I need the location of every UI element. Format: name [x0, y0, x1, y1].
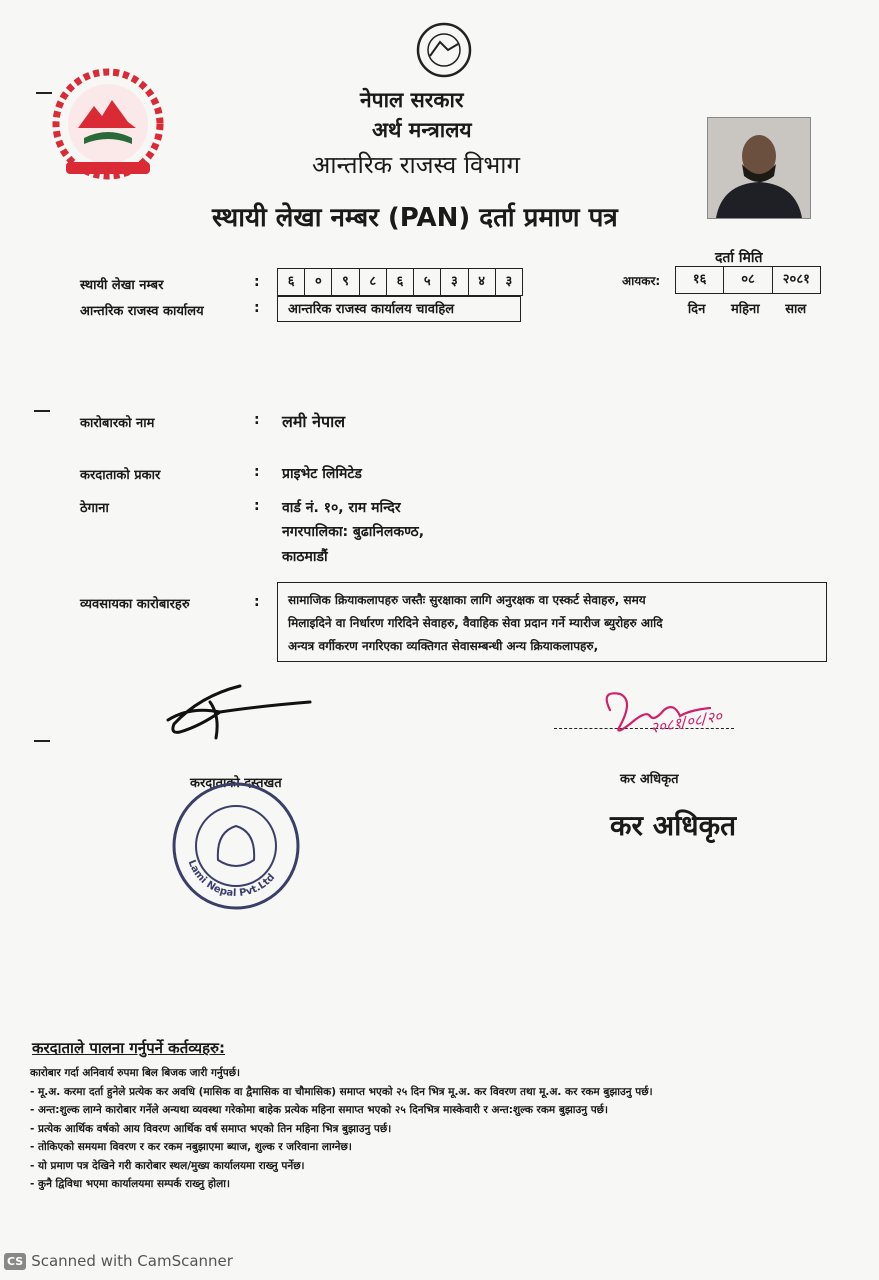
pan-digit: ९	[332, 269, 359, 295]
office-value: आन्तरिक राजस्व कार्यालय चावहिल	[277, 296, 521, 322]
margin-mark	[34, 410, 50, 412]
taxpayer-signature-label: करदाताको दस्तखत	[190, 776, 282, 791]
pan-number-grid	[277, 268, 523, 296]
duty-item: कारोबार गर्दा अनिवार्य रुपमा बिल बिजक जारी गर्नुपर्छ।	[30, 1067, 241, 1079]
activity-line: सामाजिक क्रियाकलापहरु जस्तैः सुरक्षाका लागि अनुरक्षक वा एस्कर्ट सेवाहरु, समय	[288, 593, 646, 607]
company-stamp-text: Lami Nepal Pvt.Ltd	[185, 858, 278, 900]
taxpayer-signature	[160, 676, 320, 746]
day-label: दिन	[687, 302, 706, 317]
business-activities-box	[277, 582, 827, 662]
ministry-seal	[404, 18, 484, 88]
duty-item: - प्रत्येक आर्थिक वर्षको आय विवरण आर्थिक वर्ष समाप्त भएको तिन महिना भित्र बुझाउनु पर्छ।	[30, 1122, 392, 1135]
duty-item: - अन्त:शुल्क लाग्ने कारोबार गर्नेले अन्यथा व्यवस्था गरेकोमा बाहेक प्रत्येक महिना समाप्त भएको २५ दिनभित्र मास्केवारी र अन्त:शुल्क रकम बुझाउनु पर्छ।	[30, 1104, 609, 1116]
duty-item: - यो प्रमाण पत्र देखिने गरी कारोबार स्थल/मुख्य कार्यालयमा राख्नु पर्नेछ।	[30, 1159, 305, 1172]
pan-digit: ८	[360, 269, 387, 295]
camscanner-logo-icon: CS	[4, 1253, 26, 1270]
nepal-government-emblem	[44, 66, 172, 184]
address-line: नगरपालिका: बुढानिलकण्ठ,	[282, 524, 425, 540]
address-line: काठमाडौं	[282, 549, 328, 565]
address-label: ठेगाना	[80, 501, 109, 516]
pan-digit: ४	[469, 269, 496, 295]
taxpayer-photo	[707, 117, 811, 219]
office-label: आन्तरिक राजस्व कार्यालय	[80, 304, 204, 319]
margin-mark	[34, 740, 50, 742]
scanner-footer	[4, 1252, 233, 1270]
date-month: ०८	[724, 267, 772, 293]
government-name: नेपाल सरकार	[360, 88, 464, 112]
colon: :	[254, 498, 260, 514]
margin-mark	[36, 92, 52, 94]
colon: :	[254, 464, 260, 480]
address-line: वार्ड नं. १०, राम मन्दिर	[282, 500, 401, 516]
date-day: १६	[676, 267, 724, 293]
taxpayer-type-label: करदाताको प्रकार	[80, 468, 161, 483]
registration-date-grid	[675, 266, 821, 294]
duty-item: - कुनै द्विविधा भएमा कार्यालयमा सम्पर्क राख्नु होला।	[30, 1178, 230, 1190]
pan-digit: ६	[387, 269, 414, 295]
business-name: लमी नेपाल	[282, 412, 346, 431]
business-name-label: कारोबारको नाम	[80, 416, 155, 431]
officer-label: कर अधिकृत	[620, 772, 679, 787]
pan-digit: ०	[305, 269, 332, 295]
duty-item: - मू.अ. करमा दर्ता हुनेले प्रत्येक कर अवधि (मासिक वा द्वैमासिक वा चौमासिक) समाप्त भएको २५ दिन भित्र मू.अ. कर विवरण तथा मू.अ. कर रकम बुझाउनु पर्छ।	[30, 1085, 653, 1098]
colon: :	[254, 594, 260, 610]
pan-digit: ५	[414, 269, 441, 295]
colon: :	[254, 274, 260, 290]
duty-item: - तोकिएको समयमा विवरण र कर रकम नबुझाएमा ब्याज, शुल्क र जरिवाना लाग्नेछ।	[30, 1141, 352, 1153]
pan-digit: ३	[441, 269, 468, 295]
activity-line: मिलाइदिने वा निर्धारण गरिदिने सेवाहरु, वैवाहिक सेवा प्रदान गर्ने म्यारीज ब्युरोहरु आदि	[288, 616, 663, 630]
activities-label: व्यवसायका कारोबारहरु	[80, 597, 190, 612]
pan-digit: ६	[278, 269, 305, 295]
year-label: साल	[785, 302, 807, 317]
pan-label: स्थायी लेखा नम्बर	[80, 278, 164, 293]
activity-line: अन्यत्र वर्गीकरण नगरिएका व्यक्तिगत सेवासम्बन्धी अन्य क्रियाकलापहरु,	[288, 639, 599, 653]
company-stamp	[166, 776, 306, 916]
officer-sign-date: २०८१/०८/२०	[648, 706, 724, 738]
registration-date-title: दर्ता मिति	[715, 250, 763, 266]
date-year: २०८१	[782, 272, 810, 287]
duties-list	[30, 1064, 860, 1194]
month-label: महिना	[730, 302, 760, 317]
colon: :	[254, 300, 260, 316]
income-tax-prefix: आयकर:	[622, 274, 661, 288]
taxpayer-type: प्राइभेट लिमिटेड	[282, 466, 362, 482]
department-name: आन्तरिक राजस्व विभाग	[312, 151, 521, 179]
duties-heading: करदाताले पालना गर्नुपर्ने कर्तव्यहरु:	[32, 1039, 226, 1057]
colon: :	[254, 412, 260, 428]
scanner-text: Scanned with CamScanner	[31, 1252, 233, 1270]
date-labels	[675, 299, 819, 317]
officer-stamp-text: कर अधिकृत	[610, 809, 737, 842]
pan-digit: ३	[505, 274, 513, 289]
certificate-title: स्थायी लेखा नम्बर (PAN) दर्ता प्रमाण पत्र	[212, 203, 618, 233]
ministry-name: अर्थ मन्त्रालय	[372, 118, 472, 142]
